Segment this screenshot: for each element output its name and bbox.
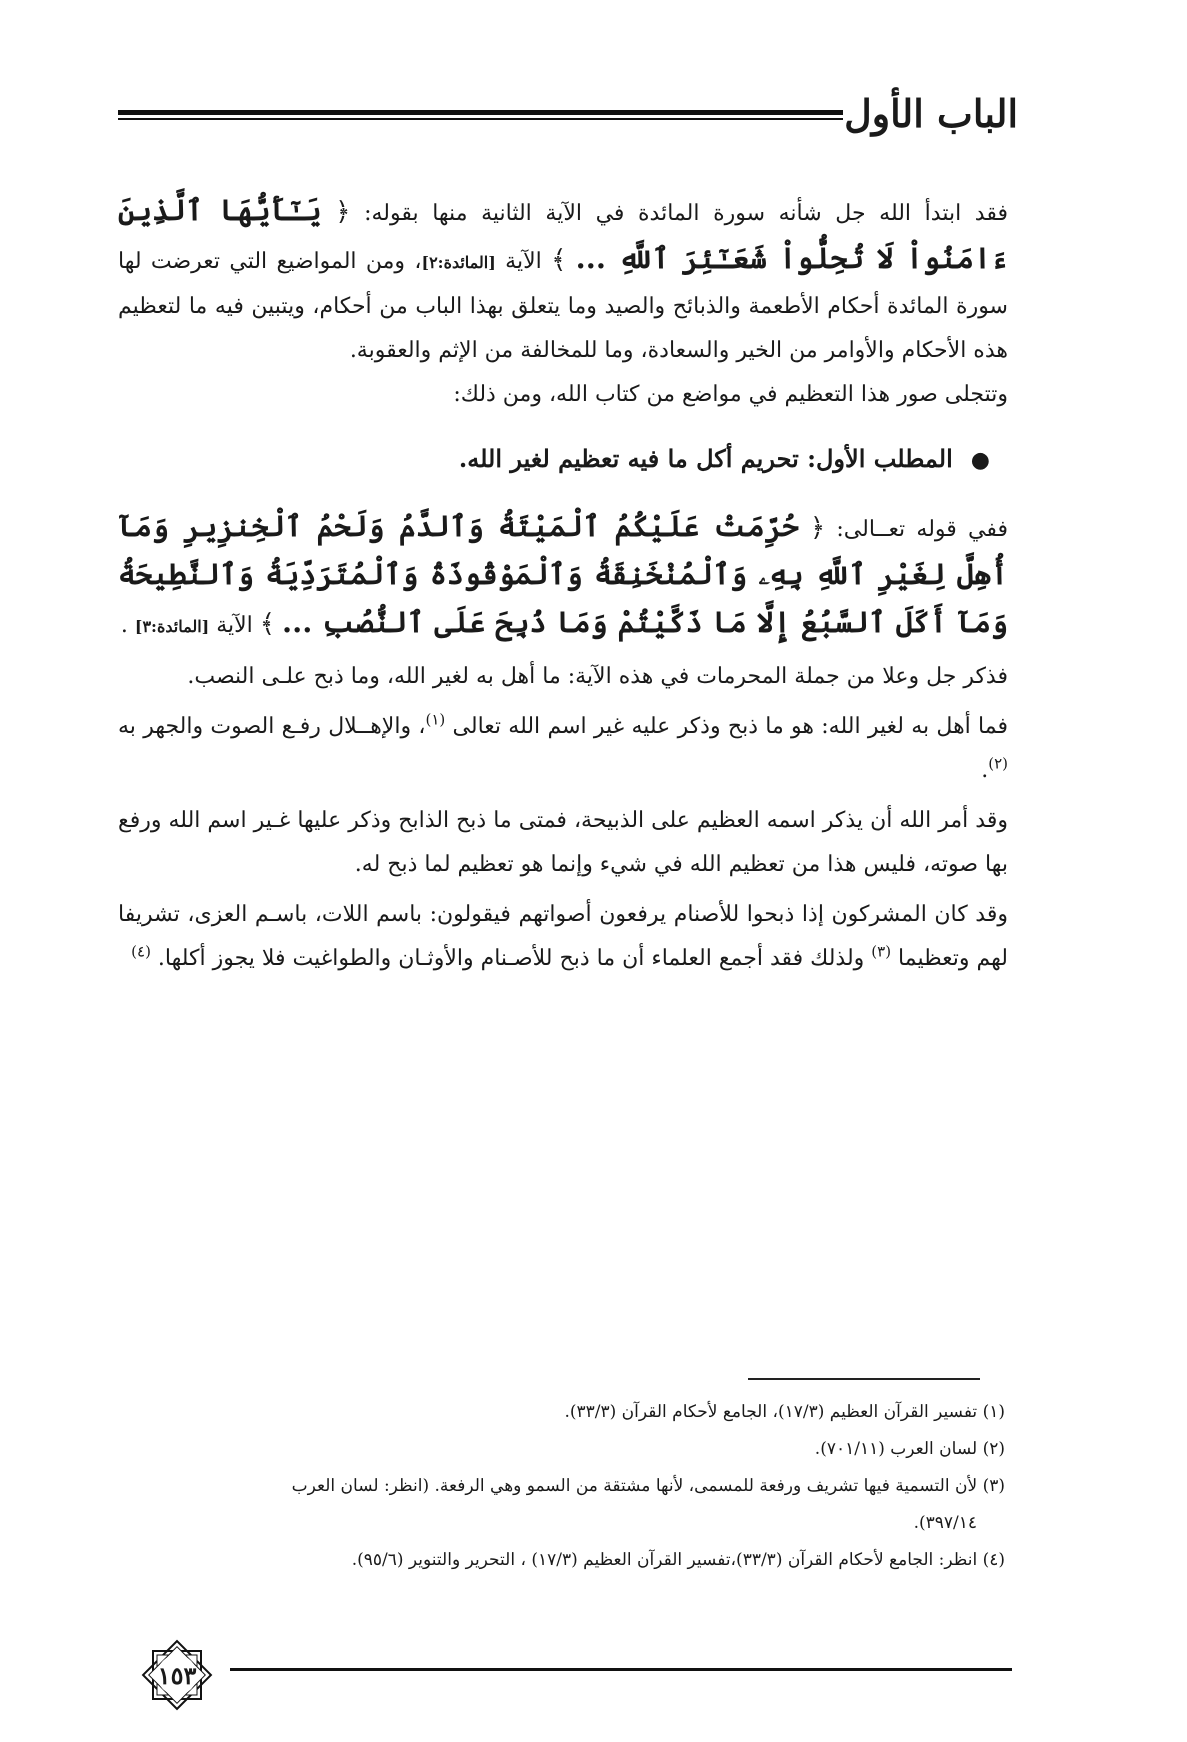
footnote-marker[interactable]: (١) xyxy=(425,710,446,729)
paragraph-manifestations: وتتجلى صور هذا التعظيم في مواضع من كتاب الله، ومن ذلك: xyxy=(453,382,1008,407)
header-rule-thin xyxy=(118,118,843,120)
page-number: ١٥٣ xyxy=(157,1660,197,1690)
verse-reference: [المائدة:٢] xyxy=(421,253,496,272)
paragraph-polytheists: وقد كان المشركون إذا ذبحوا للأصنام يرفعون أصواتهم فيقولون: باسم اللات، باسـم العزى، تشريفا لهم وتعظيما $^{(٣)}$ ولذلك فقد أجمع العلماء أن ما ذبح للأصـنام والأوثـان والطواغيت فلا يجوز أكلها. $^{(٤)}$ xyxy=(118,902,1008,971)
page-header xyxy=(118,88,1018,148)
page-number-badge xyxy=(136,1634,218,1716)
footnote-marker[interactable]: (٢) xyxy=(988,754,1008,773)
footnote-separator xyxy=(748,1378,980,1380)
chapter-title: الباب الأول xyxy=(844,91,1018,136)
footnote-2: (٢) لسان العرب (٧٠١/١١). xyxy=(814,1439,1005,1459)
footer-rule xyxy=(230,1668,1012,1671)
paragraph-verse-3: ففي قوله تعــالى: ﴿ حُرِّمَتْ عَلَيْكُمُ ٱلْمَيْتَةُ وَٱلدَّمُ وَلَحْمُ ٱلْخِنزِيرِ وَمَآ أُهِلَّ لِغَيْرِ ٱللَّهِ بِهِۦ وَٱلْمُنْخَنِقَةُ وَٱلْمَوْقُوذَةُ وَٱلْمُتَرَدِّيَةُ وَٱلنَّطِيحَةُ وَمَآ أَكَلَ ٱلسَّبُعُ إِلَّا مَا ذَكَّيْتُمْ وَمَا ذُبِحَ عَلَى ٱلنُّصُبِ ... ﴾ الآية [المائدة:٣] . xyxy=(118,509,1008,639)
footnote-1: (١) تفسير القرآن العظيم (١٧/٣)، الجامع لأحكام القرآن (٣٣/٣). xyxy=(564,1402,1005,1422)
quran-verse-maidah-2: يَـٰٓأَيُّهَا ٱلَّذِينَ ءَامَنُواْ لَا تُحِلُّواْ شَعَـٰٓئِرَ ٱللَّهِ ... xyxy=(118,193,1008,275)
quran-verse-maidah-3: حُرِّمَتْ عَلَيْكُمُ ٱلْمَيْتَةُ وَٱلدَّمُ وَلَحْمُ ٱلْخِنزِيرِ وَمَآ أُهِلَّ لِغَيْرِ ٱللَّهِ بِهِۦ وَٱلْمُنْخَنِقَةُ وَٱلْمَوْقُوذَةُ وَٱلْمُتَرَدِّيَةُ وَٱلنَّطِيحَةُ وَمَآ أَكَلَ ٱلسَّبُعُ إِلَّا مَا ذَكَّيْتُمْ وَمَا ذُبِحَ عَلَى ٱلنُّصُبِ ... xyxy=(118,509,1008,639)
footnotes xyxy=(205,1396,1005,1581)
footnote-marker[interactable]: (٤) xyxy=(131,942,151,961)
header-rule-thick xyxy=(118,110,843,115)
section-heading: ●المطلب الأول: تحريم أكل ما فيه تعظيم لغير الله. xyxy=(458,444,990,473)
footnote-3: (٣) لأن التسمية فيها تشريف ورفعة للمسمى، لأنها مشتقة من السمو وهي الرفعة. (انظر: لسان العرب xyxy=(291,1476,1005,1496)
paragraph-ihlal: فما أهل به لغير الله: هو ما ذبح وذكر عليه غير اسم الله تعالى $^{(١)}$، والإهــلال رفـع الصوت والجهر به $^{(٢)}$. xyxy=(118,710,1008,783)
paragraph-intro: فقد ابتدأ الله جل شأنه سورة المائدة في الآية الثانية منها بقوله: ﴿ يَـٰٓأَيُّهَا ٱلَّذِينَ ءَامَنُواْ لَا تُحِلُّواْ شَعَـٰٓئِرَ ٱللَّهِ ... ﴾ الآية [المائدة:٢]، ومن المواضيع التي تعرضت لها سورة المائدة أحكام الأطعمة والذبائح والصيد وما يتعلق بهذا الباب من أحكام، ويتبين فيه ما لتعظيم هذه الأحكام والأوامر من الخير والسعادة، وما للمخالفة من الإثم والعقوبة. xyxy=(118,193,1008,363)
bullet-icon: ● xyxy=(970,447,990,473)
footnote-4: (٤) انظر: الجامع لأحكام القرآن (٣٣/٣)،تفسير القرآن العظيم (١٧/٣) ، التحرير والتنوير (٩٥/٦). xyxy=(351,1550,1005,1570)
paragraph-prohibitions: فذكر جل وعلا من جملة المحرمات في هذه الآية: ما أهل به لغير الله، وما ذبح علـى النصب. xyxy=(187,664,1008,689)
paragraph-naming: وقد أمر الله أن يذكر اسمه العظيم على الذبيحة، فمتى ما ذبح الذابح وذكر عليها غـير اسم الله ورفع بها صوته، فليس هذا من تعظيم الله في شيء وإنما هو تعظيم لما ذبح له. xyxy=(118,808,1008,877)
verse-reference: [المائدة:٣] xyxy=(134,617,210,636)
footnote-3-continuation: ٣٩٧/١٤). xyxy=(913,1513,977,1533)
body-text xyxy=(118,188,1008,981)
footnote-marker[interactable]: (٣) xyxy=(871,942,892,961)
